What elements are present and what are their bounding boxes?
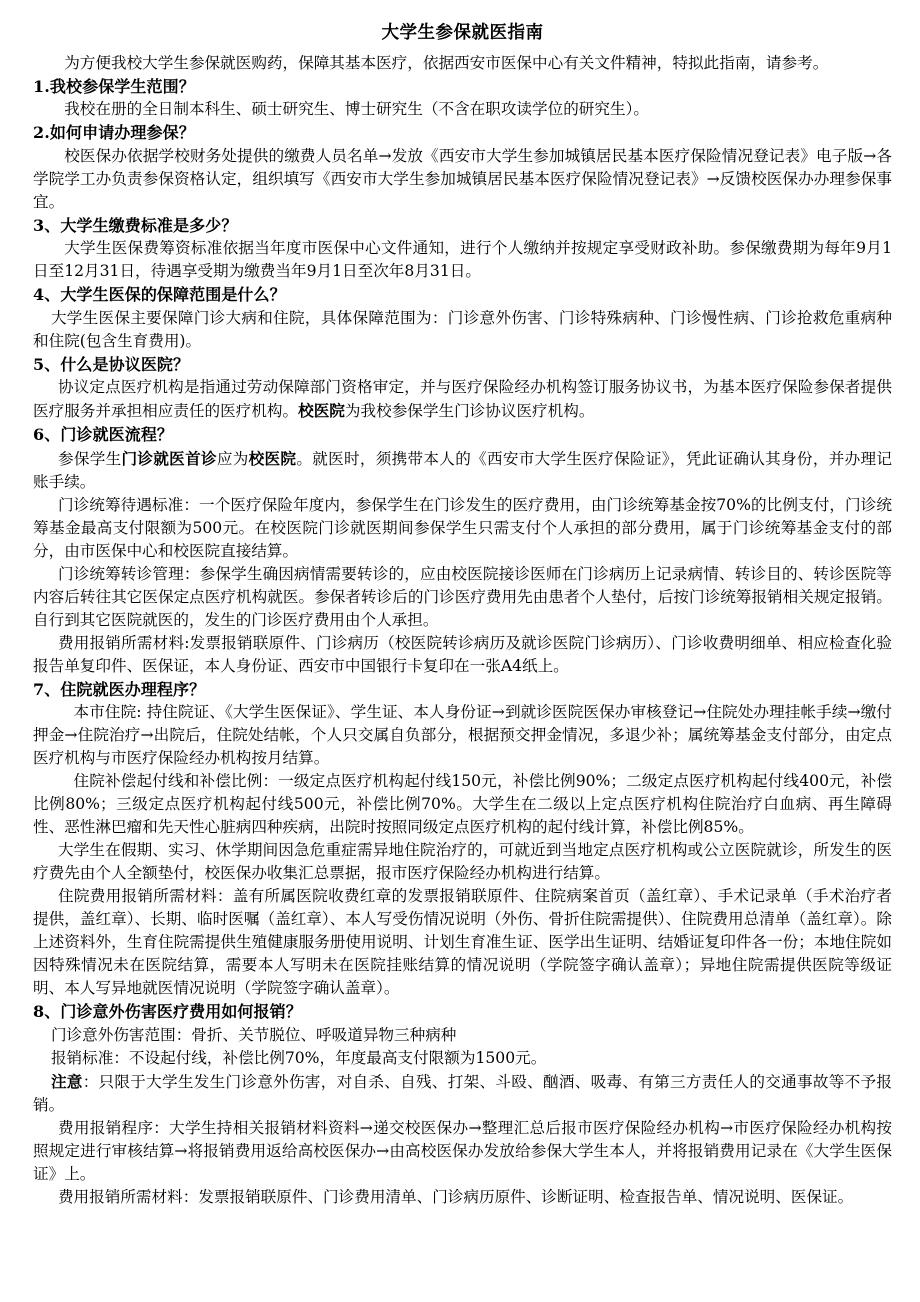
section-5-text-part-1: 协议定点医疗机构是指通过劳动保障部门资格审定，并与医疗保险经办机构签订服务协议书，为基本医疗保险参保者提供医疗服务并承担相应责任的医疗机构。 — [33, 378, 892, 421]
section-6-paragraph-3: 门诊统筹转诊管理：参保学生确因病情需要转诊的，应由校医院接诊医师在门诊病历上记录病情、转诊目的、转诊医院等内容后转往其它医保定点医疗机构就医。参保者转诊后的门诊医疗费用先由患者个人垫付，后按门诊统筹报销相关规定报销。自行到其它医院就医的，发生的门诊医疗费用由个人承担。 — [33, 564, 892, 629]
section-8-paragraph-2: 报销标准：不设起付线，补偿比例70%，年度最高支付限额为1500元。 — [50, 1048, 547, 1067]
section-5-bold-hospital: 校医院 — [298, 401, 345, 421]
intro-paragraph: 为方便我校大学生参保就医购药，保障其基本医疗，依据西安市医保中心有关文件精神，特拟此指南，请参考。 — [64, 53, 829, 72]
section-6-bold-hospital: 校医院 — [248, 448, 297, 468]
section-8-paragraph-4: 费用报销所需材料：发票报销联原件、门诊费用清单、门诊病历原件、诊断证明、检查报告单、情况说明、医保证。 — [57, 1187, 854, 1206]
section-6-flow-paragraph — [33, 447, 892, 494]
section-6-bold-outpatient: 门诊就医 — [121, 448, 186, 468]
section-6-text-part-1: 参保学生 — [57, 449, 122, 468]
section-heading-5: 5、什么是协议医院？ — [33, 354, 190, 374]
section-6-text-part-3: 。就医时，须携带本人的《西安市大学生医疗保险证》，凭此证确认其身份，并办理记账手续。 — [33, 449, 892, 491]
section-2-paragraph-1: 校医保办依据学校财务处提供的缴费人员名单→发放《西安市大学生参加城镇居民基本医疗保险情况登记表》电子版→各学院学工办负责参保资格认定，组织填写《西安市大学生参加城镇居民基本医疗保险情况登记表》→反馈校医保办办理参保事宜。 — [33, 146, 892, 211]
section-7-paragraph-2: 住院补偿起付线和补偿比例：一级定点医疗机构起付线150元，补偿比例90%；二级定点医疗机构起付线400元，补偿比例80%；三级定点医疗机构起付线500元，补偿比例70%。大学生在二级以上定点医疗机构住院治疗白血病、再生障碍性、恶性淋巴瘤和先天性心脏病四种疾病，出院时按照同级定点医疗机构的起付线计算，补偿比例85%。 — [33, 772, 892, 837]
section-heading-4: 4、大学生医保的保障范围是什么？ — [33, 285, 286, 305]
section-5-text-part-2: 为我校参保学生门诊协议医疗机构。 — [344, 402, 595, 421]
note-label: 注意 — [50, 1071, 83, 1091]
section-heading-6: 6、门诊就医流程？ — [33, 425, 174, 445]
section-6-text-part-2: 应为 — [216, 449, 249, 468]
section-8-note — [33, 1070, 892, 1117]
section-6-paragraph-4: 费用报销所需材料:发票报销联原件、门诊病历（校医院转诊病历及就诊医院门诊病历）、门诊收费明细单、相应检查化验报告单复印件、医保证，本人身份证、西安市中国银行卡复印在一张A4纸上。 — [33, 633, 892, 675]
section-heading-3: 3、大学生缴费标准是多少？ — [33, 215, 238, 235]
section-8-paragraph-3: 费用报销程序：大学生持相关报销材料资料→递交校医保办→整理汇总后报市医疗保险经办机构→市医疗保险经办机构按照规定进行审核结算→将报销费用返给高校医保办→由高校医保办发放给参保大学生本人，并将报销费用记录在《大学生医保证》上。 — [33, 1118, 892, 1183]
section-1-paragraph-1: 我校在册的全日制本科生、硕士研究生、博士研究生（不含在职攻读学位的研究生）。 — [64, 100, 649, 119]
section-heading-8: 8、门诊意外伤害医疗费用如何报销？ — [33, 1002, 302, 1022]
page-title: 大学生参保就医指南 — [381, 23, 544, 43]
section-heading-1: 1.我校参保学生范围？ — [33, 76, 195, 96]
section-heading-7: 7、住院就医办理程序？ — [33, 679, 206, 699]
section-7-paragraph-4: 住院费用报销所需材料：盖有所属医院收费红章的发票报销联原件、住院病案首页（盖红章）、手术记录单（手术治疗者提供，盖红章）、长期、临时医嘱（盖红章）、本人写受伤情况说明（外伤、骨折住院需提供）、住院费用总清单（盖红章）。除上述资料外，生育住院需提供生殖健康服务册使用说明、计划生育准生证、医学出生证明、结婚证复印件各一份；本地住院如因特殊情况未在医院结算，需要本人写明未在医院挂账结算的情况说明（学院签字确认盖章）；异地住院需提供医院等级证明、本人写异地就医情况说明（学院签字确认盖章）。 — [33, 887, 892, 998]
section-heading-2: 2.如何申请办理参保？ — [33, 123, 195, 143]
section-7-paragraph-1: 本市住院: 持住院证、《大学生医保证》、学生证、本人身份证→到就诊医院医保办审核登记→住院处办理挂帐手续→缴付押金→住院治疗→出院后，住院处结帐，个人只交属自负部分，根据预交押金情况，多退少补；属统筹基金支付部分，由定点医疗机构与市医疗保险经办机构按月结算。 — [33, 703, 892, 768]
note-text: ：只限于大学生发生门诊意外伤害，对自杀、自残、打架、斗殴、酗酒、吸毒、有第三方责任人的交通事故等不予报销。 — [33, 1072, 892, 1114]
section-6-bold-first-visit: 首诊 — [185, 448, 217, 468]
section-5-paragraph-1 — [33, 376, 892, 423]
section-7-paragraph-3: 大学生在假期、实习、休学期间因急危重症需异地住院治疗的，可就近到当地定点医疗机构或公立医院就诊，所发生的医疗费先由个人全额垫付，校医保办收集汇总票据，报市医疗保险经办机构进行结算。 — [33, 841, 892, 883]
section-8-paragraph-1: 门诊意外伤害范围：骨折、关节脱位、呼吸道异物三种病种 — [50, 1025, 457, 1044]
section-3-paragraph-1: 大学生医保费筹资标准依据当年度市医保中心文件通知，进行个人缴纳并按规定享受财政补助。参保缴费期为每年9月1日至12月31日，待遇享受期为缴费当年9月1日至次年8月31日。 — [33, 239, 892, 281]
section-4-paragraph-1: 大学生医保主要保障门诊大病和住院，具体保障范围为：门诊意外伤害、门诊特殊病种、门诊慢性病、门诊抢救危重病种和住院(包含生育费用)。 — [33, 308, 892, 350]
section-6-paragraph-2: 门诊统筹待遇标准：一个医疗保险年度内，参保学生在门诊发生的医疗费用，由门诊统筹基金按70%的比例支付，门诊统筹基金最高支付限额为500元。在校医院门诊就医期间参保学生只需支付个人承担的部分费用，属于门诊统筹基金支付的部分，由市医保中心和校医院直接结算。 — [33, 495, 892, 560]
